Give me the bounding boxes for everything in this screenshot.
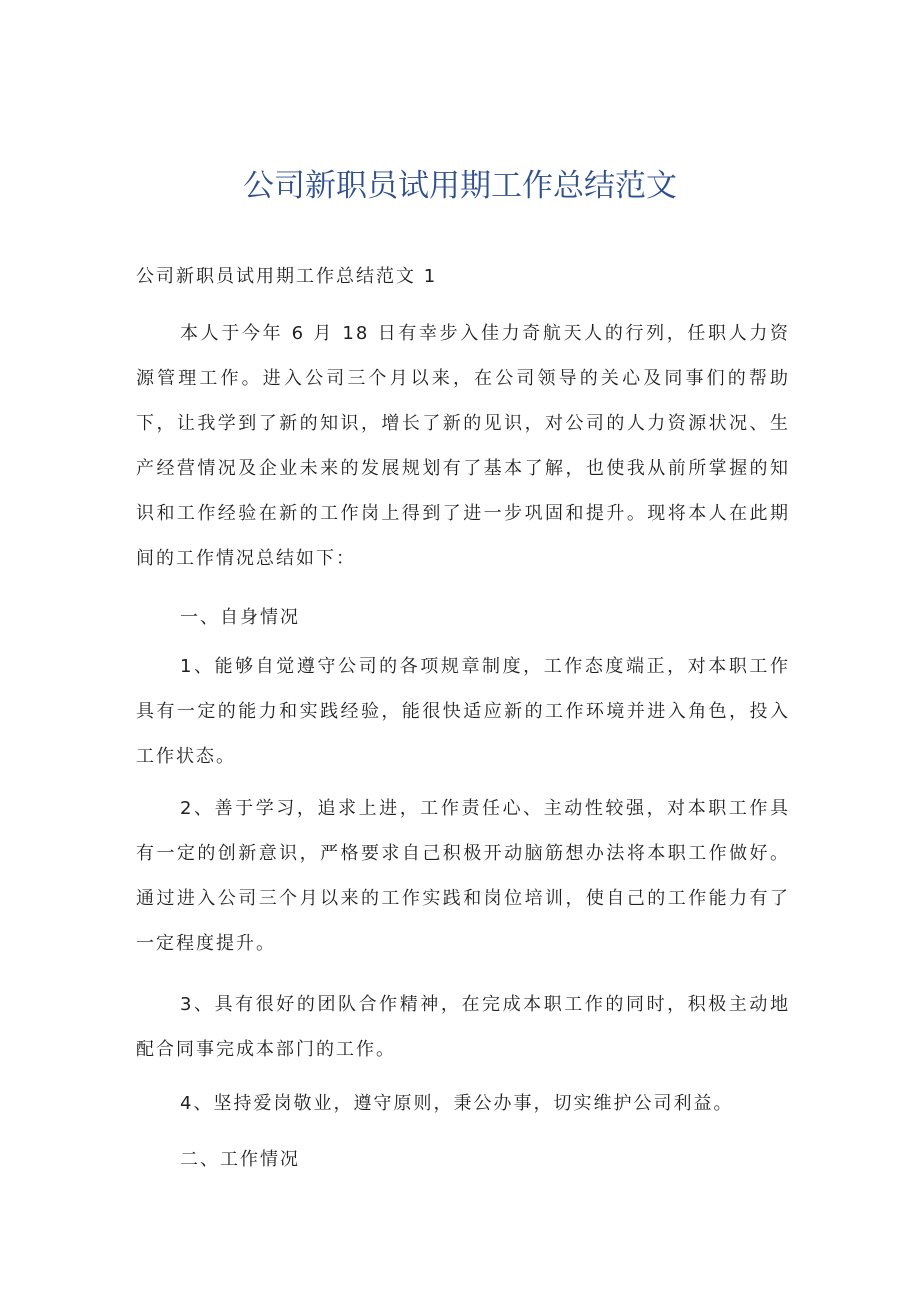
list-item-3: 3、具有很好的团队合作精神，在完成本职工作的同时，积极主动地配合同事完成本部门的工作。 [136, 994, 790, 1060]
section-heading-work: 二、工作情况 [180, 1149, 300, 1170]
list-item-1: 1、能够自觉遵守公司的各项规章制度，工作态度端正，对本职工作具有一定的能力和实践经验，能很快适应新的工作环境并进入角色，投入工作状态。 [136, 656, 790, 767]
section-heading-self: 一、自身情况 [180, 607, 300, 628]
intro-paragraph: 本人于今年 6 月 18 日有幸步入佳力奇航天人的行列，任职人力资源管理工作。进入公司三个月以来，在公司领导的关心及同事们的帮助下，让我学到了新的知识，增长了新的见识，对公司的人力资源状况、生产经营情况及企业未来的发展规划有了基本了解，也使我从前所掌握的知识和工作经验在新的工作岗上得到了进一步巩固和提升。现将本人在此期间的工作情况总结如下： [136, 323, 790, 569]
list-item-4: 4、坚持爱岗敬业，遵守原则，秉公办事，切实维护公司利益。 [180, 1093, 734, 1114]
list-item-2: 2、善于学习，追求上进，工作责任心、主动性较强，对本职工作具有一定的创新意识，严格要求自己积极开动脑筋想办法将本职工作做好。通过进入公司三个月以来的工作实践和岗位培训，使自己的工作能力有了一定程度提升。 [136, 798, 790, 954]
section-subheading: 公司新职员试用期工作总结范文 1 [136, 266, 438, 287]
document-title: 公司新职员试用期工作总结范文 [243, 168, 677, 204]
